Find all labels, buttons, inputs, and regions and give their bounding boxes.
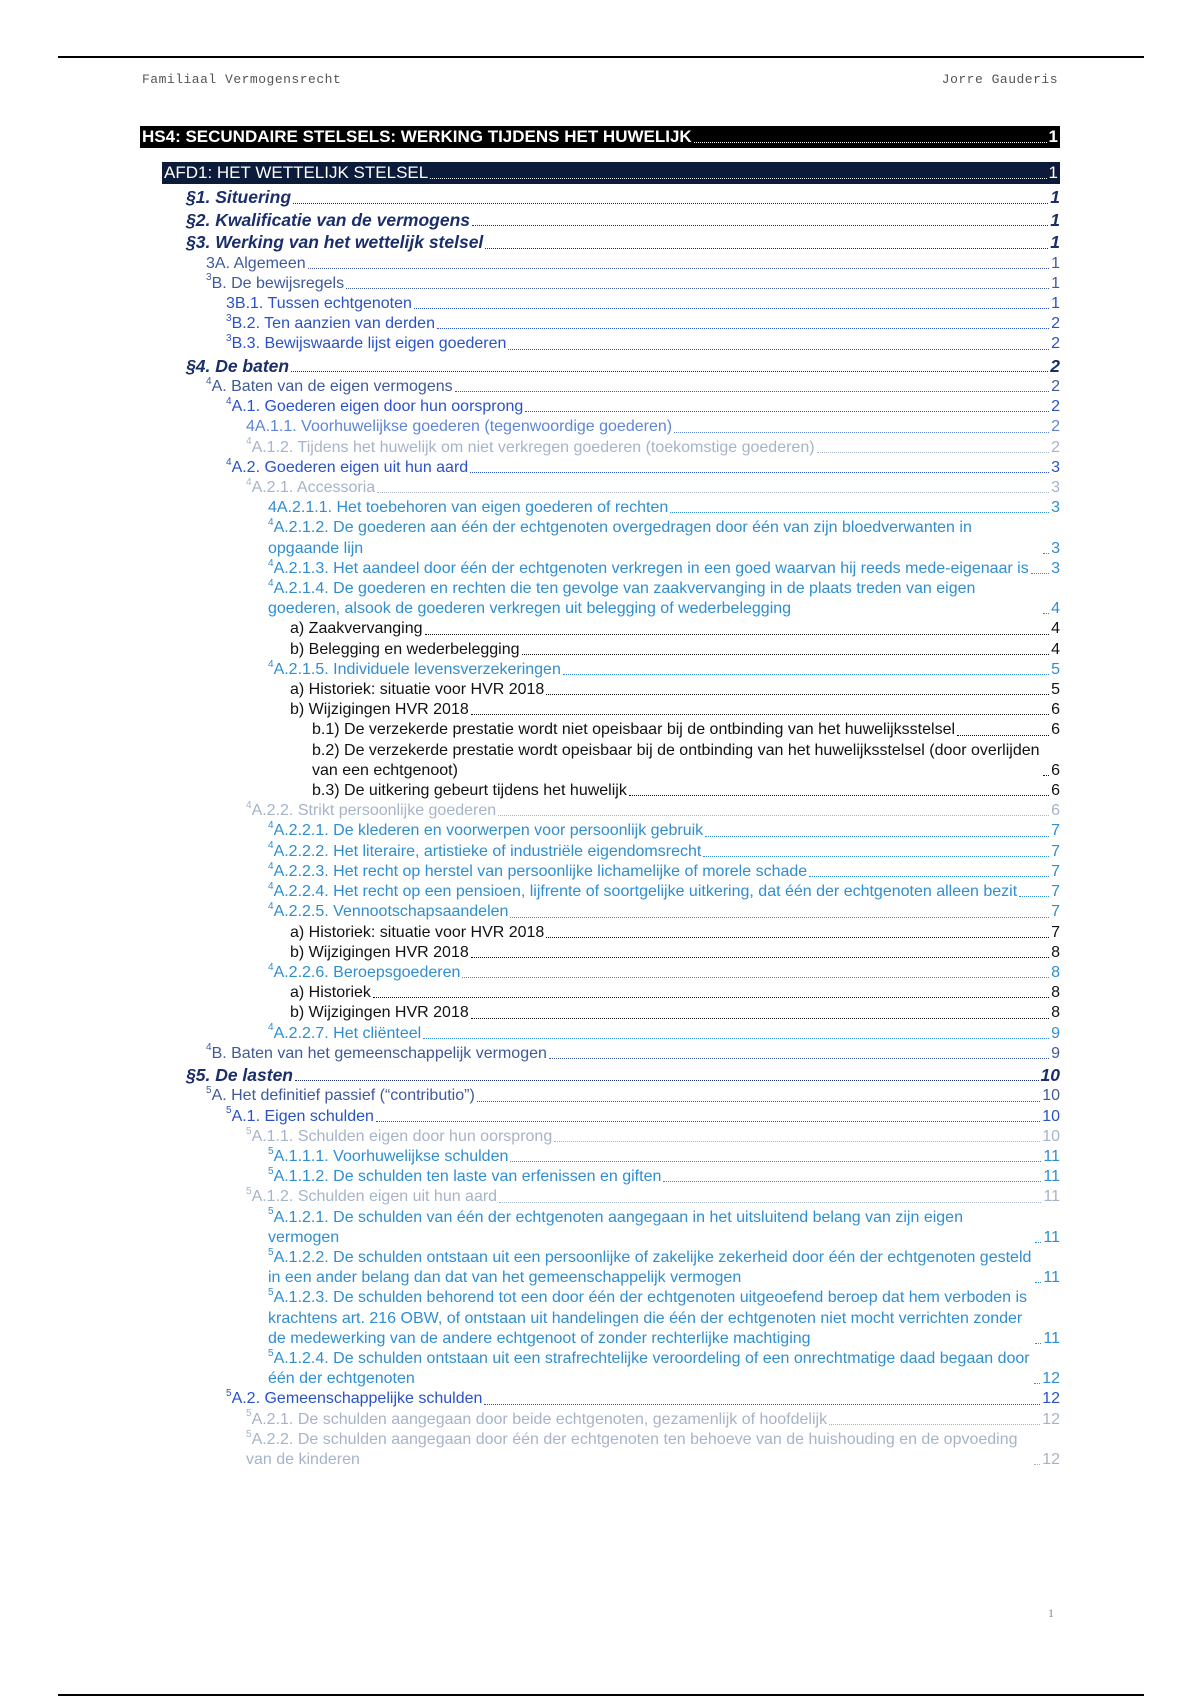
toc-page-number: 3 <box>1051 559 1060 577</box>
toc-entry-4a225a[interactable] <box>290 923 1060 943</box>
toc-entry-4a21[interactable] <box>246 478 1060 498</box>
toc-entry-title: b.1) De verzekerde prestatie wordt niet opeisbaar bij de ontbinding van het huwelijksstelsel <box>312 721 956 739</box>
section-superscript: 4 <box>268 900 274 912</box>
header-title: Familiaal Vermogensrecht <box>142 72 342 87</box>
toc-entry-4a221[interactable] <box>268 821 1060 841</box>
section-superscript: 5 <box>246 1125 252 1137</box>
toc-page-number: 7 <box>1051 923 1060 941</box>
toc-page-number: 9 <box>1051 1024 1060 1042</box>
section-superscript: 5 <box>246 1428 252 1440</box>
toc-entry-title: $^5$A.1.2.1. De schulden van één der echtgenoten aangegaan in het uitsluitend belang van zijn eigen vermogen <box>268 1206 963 1246</box>
toc-entry-title: 3A. Algemeen <box>206 254 306 272</box>
toc-page-number: 10 <box>1042 1107 1060 1125</box>
toc-entry-4b[interactable] <box>206 1044 1060 1064</box>
toc-entry-5a111[interactable] <box>268 1147 1060 1167</box>
toc-entry-hs4[interactable] <box>140 126 1060 148</box>
toc-page-number: 8 <box>1051 943 1060 961</box>
toc-page-number: 7 <box>1051 842 1060 860</box>
toc-entry-title: $^3$B. De bewijsregels <box>206 272 345 292</box>
toc-entry-title: $^4$B. Baten van het gemeenschappelijk vermogen <box>206 1042 547 1062</box>
toc-page-number: 9 <box>1051 1044 1060 1062</box>
dot-leader <box>484 1404 1040 1405</box>
section-superscript: 4 <box>206 375 212 387</box>
dot-leader <box>455 391 1049 392</box>
toc-entry-5a22[interactable] <box>246 1430 1060 1470</box>
section-superscript: 5 <box>206 1085 212 1097</box>
toc-entry-3b1[interactable] <box>226 294 1060 314</box>
toc-entry-4a225b[interactable] <box>290 943 1060 963</box>
toc-page-number: 1 <box>1048 163 1058 182</box>
toc-page-number: 5 <box>1051 681 1060 699</box>
toc-entry-4a214[interactable] <box>268 579 1060 619</box>
dot-leader <box>694 142 1047 143</box>
dot-leader <box>414 308 1049 309</box>
toc-entry-title: §1. Situering <box>186 187 292 207</box>
dot-leader <box>376 1121 1040 1122</box>
toc-entry-5a1[interactable] <box>226 1107 1060 1127</box>
toc-entry-title: $^5$A.1.1.1. Voorhuwelijkse schulden <box>268 1145 509 1166</box>
section-superscript: 5 <box>268 1347 274 1359</box>
dot-leader <box>1043 613 1049 614</box>
toc-entry-title: b.2) De verzekerde prestatie wordt opeisbaar bij de ontbinding van het huwelijksstelsel (door overlijden van een echtgenoot) <box>312 741 1040 779</box>
section-superscript: 4 <box>268 820 274 832</box>
dot-leader <box>346 288 1049 289</box>
toc-page-number: 7 <box>1051 822 1060 840</box>
dot-leader <box>1034 1383 1040 1384</box>
dot-leader <box>499 1202 1041 1203</box>
toc-page-number: 4 <box>1051 640 1060 658</box>
toc-entry-4a214a[interactable] <box>290 619 1060 639</box>
section-superscript: 4 <box>268 577 274 589</box>
toc-page-number: 2 <box>1051 398 1060 416</box>
toc-entry-title: §5. De lasten <box>186 1064 293 1085</box>
section-superscript: 5 <box>246 1186 252 1198</box>
toc-page-number: 12 <box>1042 1370 1060 1388</box>
toc-entry-s5[interactable] <box>186 1064 1060 1087</box>
dot-leader <box>462 977 1049 978</box>
dot-leader <box>1019 896 1049 897</box>
toc-entry-5a121[interactable] <box>268 1208 1060 1248</box>
section-superscript: 4 <box>206 1042 212 1054</box>
toc-entry-title: $^5$A.1.1. Schulden eigen door hun oorsprong <box>246 1125 553 1145</box>
toc-entry-s4[interactable] <box>186 355 1060 378</box>
toc-entry-title: $^4$A.2.2.3. Het recht op herstel van persoonlijke lichamelijke of morele schade <box>268 860 808 880</box>
toc-page-number: 10 <box>1042 1087 1060 1105</box>
toc-entry-3a[interactable] <box>206 254 1060 274</box>
toc-entry-title: b.3) De uitkering gebeurt tijdens het huwelijk <box>312 782 627 800</box>
toc-entry-4a215b2[interactable] <box>312 741 1060 781</box>
toc-page-number: 1 <box>1051 274 1060 292</box>
dot-leader <box>1043 553 1049 554</box>
toc-page-number: 10 <box>1042 1127 1060 1145</box>
toc-page-number: 1 <box>1051 294 1060 312</box>
toc-entry-title: $^4$A.2.2.4. Het recht op een pensioen, lijfrente of soortgelijke uitkering, dat één der echtgenoten alleen bezit <box>268 880 1018 901</box>
toc-page-number: 7 <box>1051 862 1060 880</box>
toc-page-number: 12 <box>1042 1390 1060 1408</box>
toc-page-number: 4 <box>1051 620 1060 638</box>
dot-leader <box>1035 1343 1041 1344</box>
toc-entry-title: $^5$A.1.1.2. De schulden ten laste van erfenissen en giften <box>268 1165 662 1186</box>
dot-leader <box>549 1058 1049 1059</box>
toc-page-number: 2 <box>1051 438 1060 456</box>
toc-entry-4a22[interactable] <box>246 801 1060 821</box>
toc-entry-title: $^5$A.1.2. Schulden eigen uit hun aard <box>246 1186 498 1206</box>
toc-entry-title: b) Wijzigingen HVR 2018 <box>290 701 469 719</box>
section-superscript: 4 <box>268 517 274 529</box>
toc-entry-4a226b[interactable] <box>290 1003 1060 1023</box>
toc-page-number: 10 <box>1040 1064 1060 1085</box>
toc-page-number: 11 <box>1043 1329 1060 1347</box>
toc-entry-s3[interactable] <box>186 231 1060 254</box>
toc-entry-5a2[interactable] <box>226 1389 1060 1409</box>
toc-page-number: 1 <box>1050 232 1060 252</box>
dot-leader <box>291 371 1048 372</box>
dot-leader <box>957 735 1049 736</box>
toc-page-number: 1 <box>1050 209 1060 230</box>
toc-entry-title: a) Historiek: situatie voor HVR 2018 <box>290 923 545 941</box>
section-superscript: 5 <box>268 1145 274 1157</box>
dot-leader <box>817 452 1050 453</box>
toc-entry-title: $^4$A.2.1.3. Het aandeel door één der echtgenoten verkregen in een goed waarvan hij reeds mede-eigenaar is <box>268 557 1029 577</box>
toc-entry-4a215b[interactable] <box>290 700 1060 720</box>
toc-entry-title: $^5$A. Het definitief passief (“contributio”) <box>206 1085 475 1105</box>
dot-leader <box>423 1038 1049 1039</box>
toc-entry-4a226[interactable] <box>268 963 1060 983</box>
dot-leader <box>470 472 1049 473</box>
toc-page-number: 2 <box>1051 418 1060 436</box>
toc-entry-title: $^5$A.2.1. De schulden aangegaan door beide echtgenoten, gezamenlijk of hoofdelijk <box>246 1408 828 1428</box>
dot-leader <box>554 1141 1040 1142</box>
dot-leader <box>295 1080 1039 1081</box>
section-superscript: 4 <box>268 860 274 872</box>
toc-page-number: 7 <box>1051 883 1060 901</box>
toc-entry-s1[interactable] <box>186 186 1060 209</box>
toc-entry-title: $^4$A.2.1. Accessoria <box>246 476 376 497</box>
dot-leader <box>1031 573 1049 574</box>
toc-page-number: 2 <box>1051 378 1060 396</box>
dot-leader <box>510 917 1049 918</box>
toc-entry-3b2[interactable] <box>226 314 1060 334</box>
dot-leader <box>829 1424 1040 1425</box>
toc-entry-title: 4A.1.1. Voorhuwelijkse goederen (tegenwoordige goederen) <box>246 418 673 436</box>
toc-page-number: 1 <box>1051 254 1060 272</box>
section-superscript: 4 <box>268 1022 274 1034</box>
dot-leader <box>437 328 1049 329</box>
section-superscript: 3 <box>226 332 232 344</box>
toc-entry-title: $^4$A.2. Goederen eigen uit hun aard <box>226 456 469 476</box>
toc-entry-title: $^4$A.2.1.5. Individuele levensverzekeringen <box>268 658 561 678</box>
top-rule <box>58 56 1144 58</box>
section-superscript: 4 <box>226 395 232 407</box>
section-superscript: 3 <box>206 272 212 284</box>
toc-page-number: 3 <box>1051 539 1060 557</box>
toc-entry-s2[interactable] <box>186 209 1060 232</box>
toc-entry-5a21[interactable] <box>246 1410 1060 1430</box>
dot-leader <box>1035 1242 1041 1243</box>
section-superscript: 3 <box>226 312 232 324</box>
dot-leader <box>471 714 1049 715</box>
dot-leader <box>703 856 1049 857</box>
toc-entry-title: $^4$A.2.1.4. De goederen en rechten die ten gevolge van zaakvervanging in de plaats treden van eigen goederen, alsook de goederen verkregen uit belegging of wederbelegging <box>268 577 976 618</box>
toc-page-number: 6 <box>1051 782 1060 800</box>
toc-entry-title: $^4$A.2.1.2. De goederen aan één der echtgenoten overgedragen door één van zijn bloedverwanten in opgaande lijn <box>268 517 972 557</box>
toc-entry-4a215a[interactable] <box>290 680 1060 700</box>
toc-entry-title: $^5$A.1. Eigen schulden <box>226 1105 374 1125</box>
page-number: 1 <box>1048 1606 1054 1620</box>
toc-entry-3b[interactable] <box>206 274 1060 294</box>
toc-page-number: 3 <box>1051 499 1060 517</box>
section-superscript: 4 <box>246 799 252 811</box>
toc-page-number: 11 <box>1043 1168 1060 1186</box>
dot-leader <box>629 795 1049 796</box>
toc-entry-title: a) Historiek: situatie voor HVR 2018 <box>290 681 545 699</box>
dot-leader <box>563 674 1049 675</box>
toc-entry-4a212[interactable] <box>268 518 1060 558</box>
toc-entry-4a213[interactable] <box>268 559 1060 579</box>
toc-entry-4a12[interactable] <box>246 438 1060 458</box>
toc-entry-title: $^4$A. Baten van de eigen vermogens <box>206 375 453 396</box>
toc-entry-title: §2. Kwalificatie van de vermogens <box>186 209 471 230</box>
toc-page-number: 8 <box>1051 1004 1060 1022</box>
toc-page-number: 5 <box>1051 660 1060 678</box>
section-superscript: 5 <box>226 1105 232 1117</box>
toc-page-number: 11 <box>1043 1269 1060 1287</box>
section-superscript: 4 <box>226 456 232 468</box>
toc-entry-5a[interactable] <box>206 1086 1060 1106</box>
toc-entry-title: 3B.1. Tussen echtgenoten <box>226 294 412 312</box>
toc-entry-title: $^5$A.1.2.4. De schulden ontstaan uit een strafrechtelijke veroordeling of een onrechtmatige daad begaan door één der echtgenoten <box>268 1347 1030 1388</box>
toc-page-number: 4 <box>1051 600 1060 618</box>
toc-entry-4a226a[interactable] <box>290 983 1060 1003</box>
toc-page-number: 12 <box>1042 1410 1060 1428</box>
toc-page-number: 6 <box>1051 761 1060 779</box>
toc-entry-title: §3. Werking van het wettelijk stelsel <box>186 232 484 252</box>
toc-entry-title: $^4$A.2.2. Strikt persoonlijke goederen <box>246 799 497 820</box>
toc-page-number: 2 <box>1051 335 1060 353</box>
toc-entry-title: $^4$A.1.2. Tijdens het huwelijk om niet verkregen goederen (toekomstige goederen) <box>246 436 815 456</box>
dot-leader <box>377 492 1049 493</box>
header-author: Jorre Gauderis <box>941 72 1058 87</box>
toc-entry-4a224[interactable] <box>268 882 1060 902</box>
toc-entry-4a211[interactable] <box>268 498 1060 518</box>
section-superscript: 4 <box>246 476 252 488</box>
toc-entry-5a124[interactable] <box>268 1349 1060 1389</box>
dot-leader <box>472 225 1048 226</box>
toc-entry-4a227[interactable] <box>268 1024 1060 1044</box>
toc-entry-4a215b1[interactable] <box>312 720 1060 740</box>
dot-leader <box>546 937 1049 938</box>
toc-entry-title: $^3$B.3. Bewijswaarde lijst eigen goederen <box>226 332 507 353</box>
toc-entry-4a[interactable] <box>206 377 1060 397</box>
dot-leader <box>498 815 1049 816</box>
toc-entry-title: §4. De baten <box>186 355 290 376</box>
section-superscript: 5 <box>268 1165 274 1177</box>
toc-entry-title: $^4$A.2.2.7. Het cliënteel <box>268 1022 422 1042</box>
toc-page-number: 11 <box>1043 1148 1060 1166</box>
dot-leader <box>471 957 1049 958</box>
toc-entry-title: AFD1: HET WETTELIJK STELSEL <box>164 163 429 182</box>
section-superscript: 4 <box>268 961 274 973</box>
toc-page-number: 6 <box>1051 701 1060 719</box>
section-superscript: 4 <box>268 557 274 569</box>
toc-page-number: 6 <box>1051 721 1060 739</box>
toc-entry-title: $^4$A.2.2.2. Het literaire, artistieke of industriële eigendomsrecht <box>268 840 702 860</box>
toc-entry-title: HS4: SECUNDAIRE STELSELS: WERKING TIJDENS HET HUWELIJK <box>142 127 692 146</box>
section-superscript: 4 <box>268 840 274 852</box>
toc-entry-4a215b3[interactable] <box>312 781 1060 801</box>
dot-leader <box>546 694 1049 695</box>
dot-leader <box>308 268 1049 269</box>
toc-entry-title: $^4$A.2.2.1. De klederen en voorwerpen voor persoonlijk gebruik <box>268 820 704 840</box>
toc-entry-title: $^4$A.1. Goederen eigen door hun oorsprong <box>226 395 524 416</box>
section-superscript: 4 <box>246 436 252 448</box>
dot-leader <box>485 248 1048 249</box>
dot-leader <box>809 876 1049 877</box>
toc-page-number: 6 <box>1051 802 1060 820</box>
toc-entry-title: b) Wijzigingen HVR 2018 <box>290 943 469 961</box>
toc-entry-3b3[interactable] <box>226 334 1060 354</box>
section-superscript: 4 <box>268 658 274 670</box>
toc-entry-5a123[interactable] <box>268 1288 1060 1349</box>
toc-entry-title: $^4$A.2.2.5. Vennootschapsaandelen <box>268 900 509 921</box>
dot-leader <box>1034 1464 1040 1465</box>
toc-entry-5a122[interactable] <box>268 1248 1060 1288</box>
dot-leader <box>471 1018 1049 1019</box>
dot-leader <box>510 1161 1041 1162</box>
dot-leader <box>522 654 1050 655</box>
toc-entry-title: b) Belegging en wederbelegging <box>290 640 520 658</box>
toc-page-number: 8 <box>1051 963 1060 981</box>
dot-leader <box>525 411 1049 412</box>
toc-entry-title: $^5$A.2.2. De schulden aangegaan door één der echtgenoten ten behoeve van de huishouding en de opvoeding van de kinderen <box>246 1428 1018 1469</box>
toc-entry-4a214b[interactable] <box>290 640 1060 660</box>
section-superscript: 5 <box>268 1206 274 1218</box>
section-superscript: 5 <box>226 1388 232 1400</box>
table-of-contents <box>140 126 1060 1470</box>
toc-entry-4a1[interactable] <box>226 397 1060 417</box>
toc-page-number: 1 <box>1048 127 1058 146</box>
section-superscript: 5 <box>268 1287 274 1299</box>
toc-entry-4a222[interactable] <box>268 842 1060 862</box>
toc-entry-4a2[interactable] <box>226 458 1060 478</box>
toc-page-number: 2 <box>1051 315 1060 333</box>
toc-entry-4a215[interactable] <box>268 660 1060 680</box>
dot-leader <box>663 1181 1041 1182</box>
dot-leader <box>477 1101 1040 1102</box>
section-superscript: 5 <box>246 1408 252 1420</box>
toc-entry-5a11[interactable] <box>246 1127 1060 1147</box>
toc-entry-title: a) Historiek <box>290 984 371 1002</box>
toc-entry-4a223[interactable] <box>268 862 1060 882</box>
dot-leader <box>430 178 1046 179</box>
dot-leader <box>1043 775 1049 776</box>
toc-entry-4a225[interactable] <box>268 902 1060 922</box>
toc-page-number: 1 <box>1050 187 1060 207</box>
dot-leader <box>674 432 1049 433</box>
toc-entry-afd1[interactable] <box>162 162 1060 184</box>
section-superscript: 5 <box>268 1246 274 1258</box>
toc-entry-title: $^5$A.2. Gemeenschappelijke schulden <box>226 1388 483 1408</box>
dot-leader <box>1035 1282 1041 1283</box>
toc-page-number: 3 <box>1051 479 1060 497</box>
toc-page-number: 11 <box>1043 1188 1060 1206</box>
toc-entry-title: $^5$A.1.2.2. De schulden ontstaan uit een persoonlijke of zakelijke zekerheid door één der echtgenoten gesteld in een ander belang dan dat van het gemeenschappelijk vermogen <box>268 1246 1032 1287</box>
dot-leader <box>705 836 1049 837</box>
dot-leader <box>425 634 1050 635</box>
toc-page-number: 3 <box>1051 458 1060 476</box>
bottom-rule <box>58 1694 1144 1696</box>
toc-page-number: 2 <box>1050 355 1060 376</box>
dot-leader <box>508 349 1049 350</box>
toc-entry-title: $^5$A.1.2.3. De schulden behorend tot een door één der echtgenoten uitgeoefend beroep dat hem verboden is krachtens art. 216 OBW, of ontstaan uit handelingen die één der echtgenoten niet mocht verrichten zonder de medewerking van de andere echtgenoot of zonder rechterlijke machtiging <box>268 1287 1028 1347</box>
toc-entry-title: b) Wijzigingen HVR 2018 <box>290 1004 469 1022</box>
dot-leader <box>670 512 1049 513</box>
toc-entry-5a112[interactable] <box>268 1167 1060 1187</box>
toc-page-number: 11 <box>1043 1228 1060 1246</box>
toc-page-number: 7 <box>1051 903 1060 921</box>
toc-entry-title: 4A.2.1.1. Het toebehoren van eigen goederen of rechten <box>268 499 669 517</box>
toc-page-number: 12 <box>1042 1451 1060 1469</box>
dot-leader <box>373 997 1049 998</box>
section-superscript: 4 <box>268 880 274 892</box>
toc-entry-title: $^3$B.2. Ten aanzien van derden <box>226 312 435 333</box>
toc-entry-title: $^4$A.2.2.6. Beroepsgoederen <box>268 961 461 981</box>
toc-entry-title: a) Zaakvervanging <box>290 620 423 638</box>
toc-page-number: 8 <box>1051 984 1060 1002</box>
toc-entry-5a12[interactable] <box>246 1187 1060 1207</box>
toc-entry-4a11[interactable] <box>246 417 1060 437</box>
dot-leader <box>293 203 1048 204</box>
